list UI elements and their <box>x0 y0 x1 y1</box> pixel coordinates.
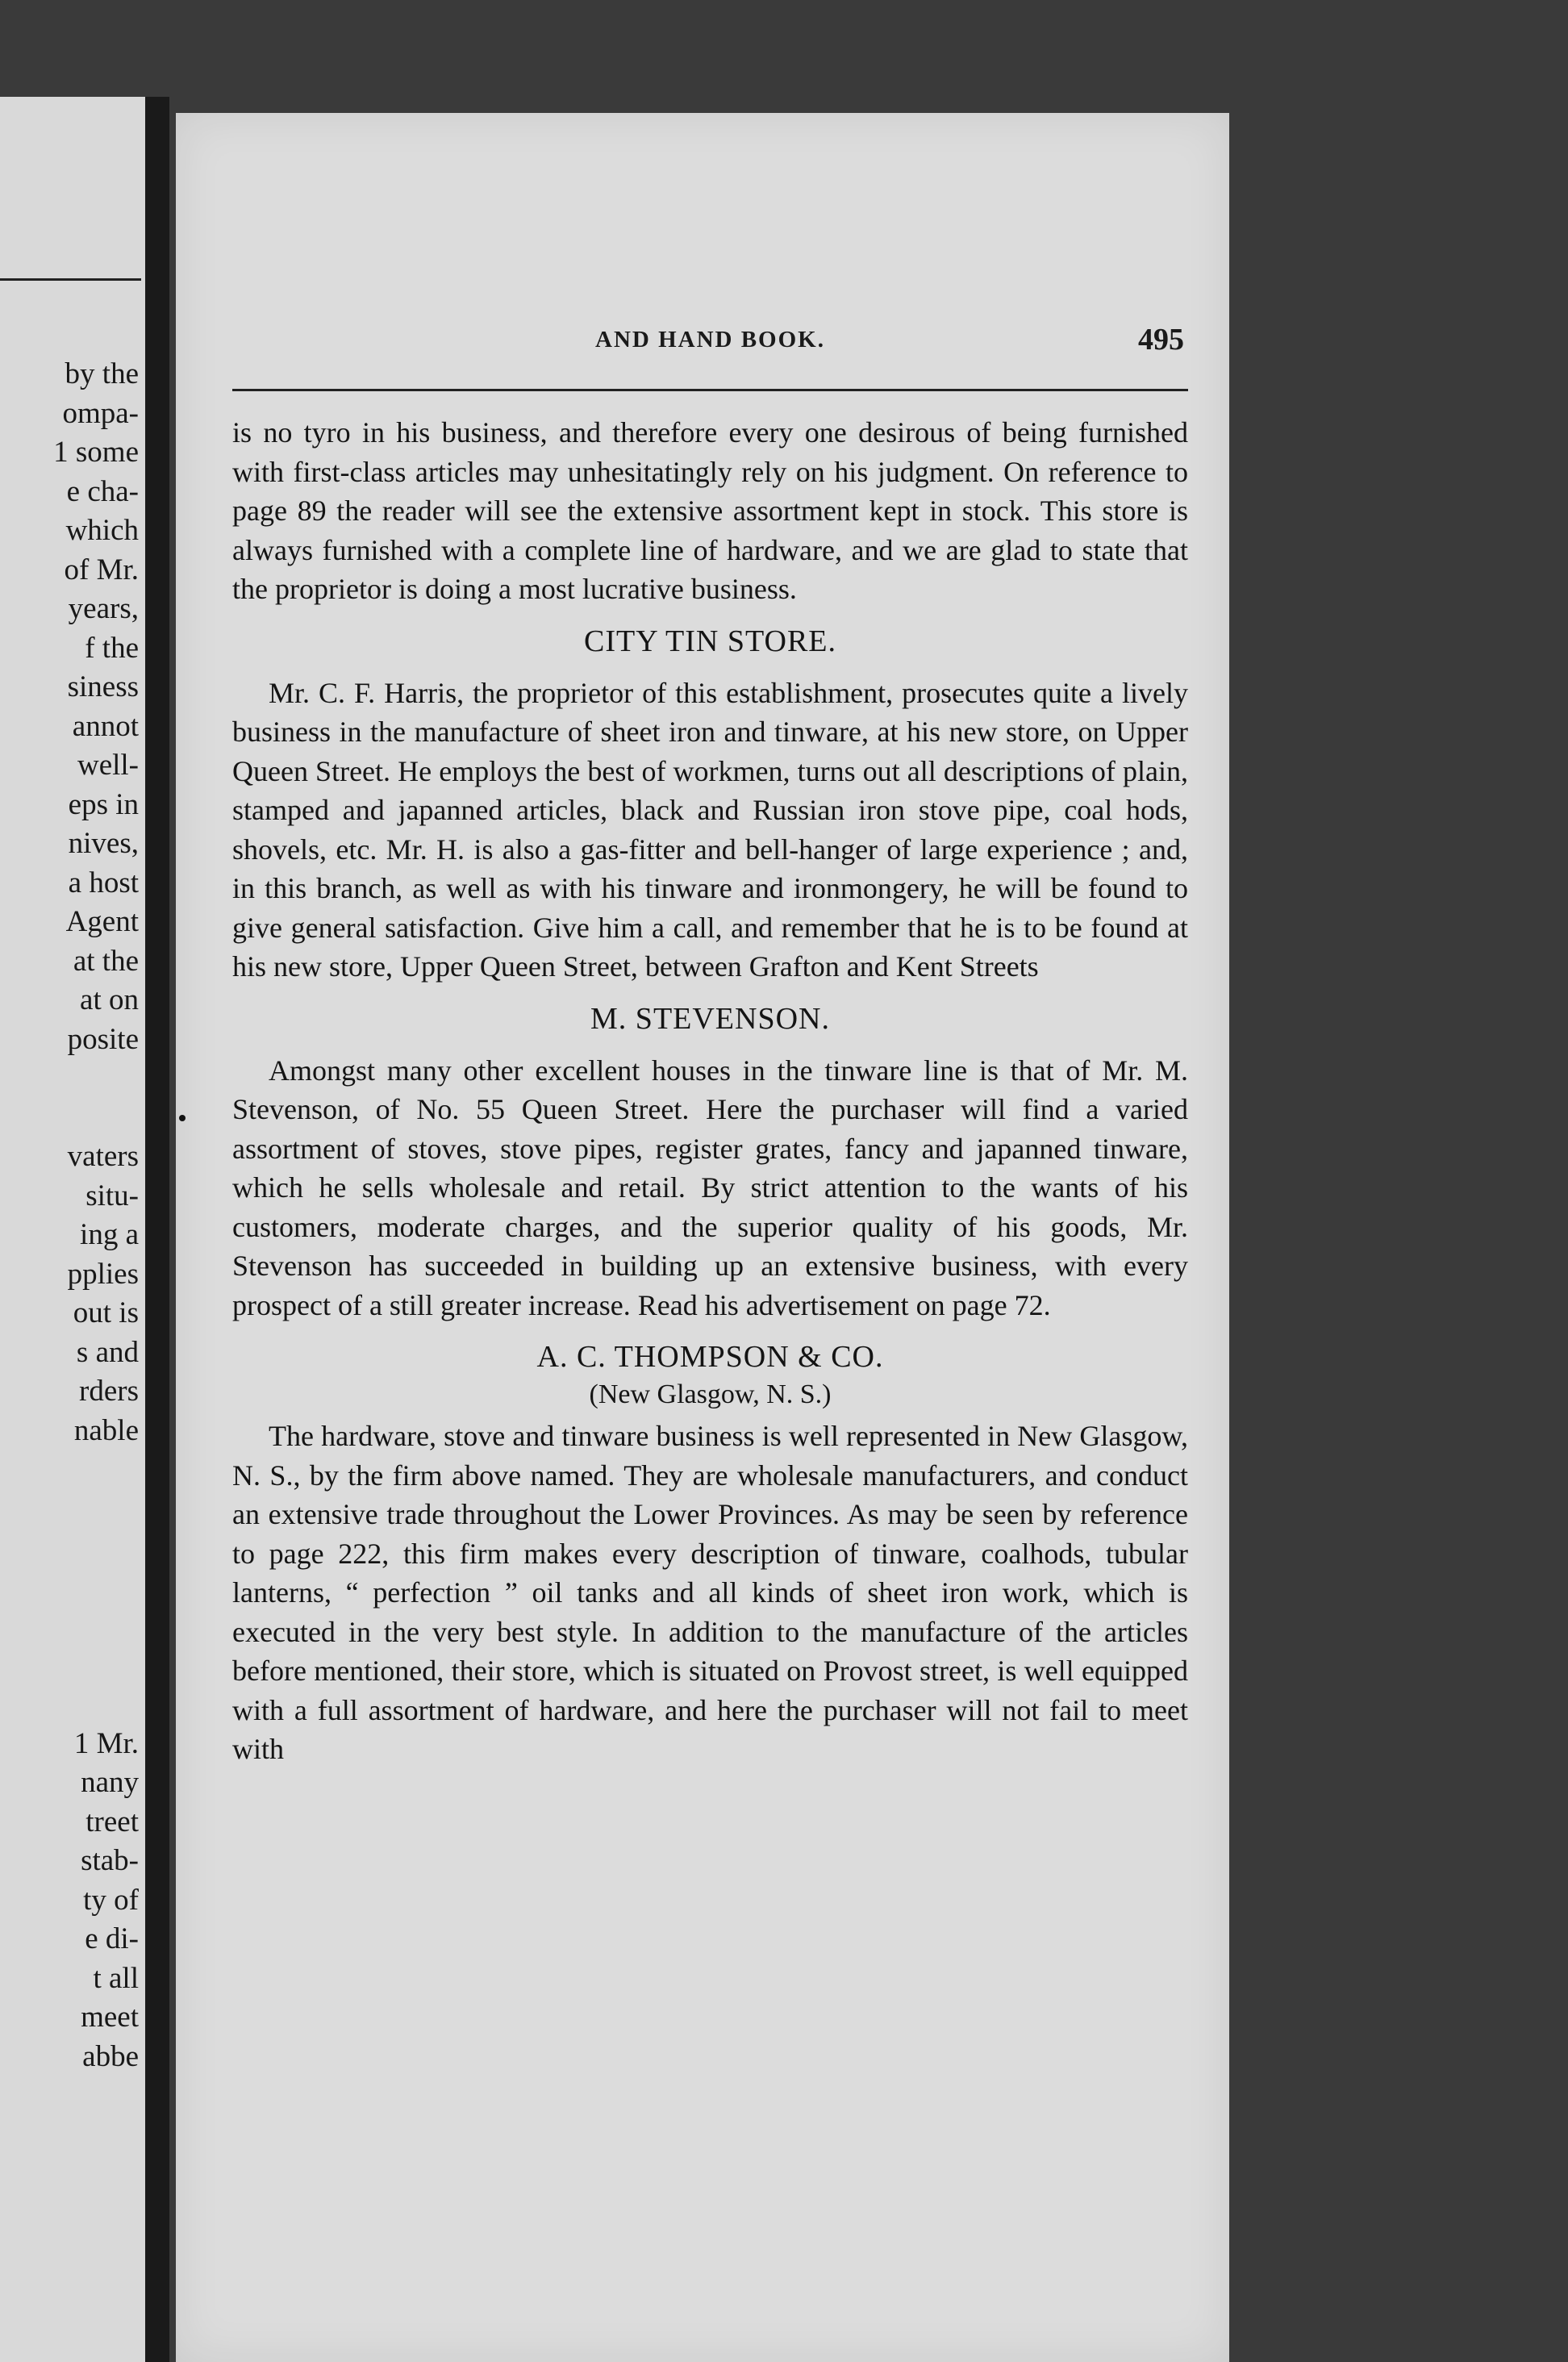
section-heading: CITY TIN STORE. <box>583 624 837 658</box>
paragraph: The hardware, stove and tinware business is well represented in New Glasgow, N. S., by the firm above named. They are wholesale manufacturers, and conduct an extensive trade throughout the Lower Provinces. As may be seen by reference to page 222, this firm makes every description of tinware, coalhods, tubular lanterns, “ perfection ” oil tanks and all kinds of sheet iron work, which is executed in the very best style. In addition to the manufacture of the articles before mentioned, their store, which is situated on Provost street, is well equipped with a full assortment of hardware, and here the purchaser will not fail to meet with <box>232 1420 1188 1765</box>
section-subheading: (New Glasgow, N. S.) <box>589 1379 832 1409</box>
left-page-line: out is <box>73 1296 139 1329</box>
left-page-line: 1 some <box>53 436 139 469</box>
paragraph: is no tyro in his business, and therefore every one desirous of being furnished with first-class articles may unhesitatingly rely on his judgment. On reference to page 89 the reader will see the extensive assortment kept in stock. This store is always furnished with a complete line of hardware, and we are glad to state that the proprietor is doing a most lucrative business. <box>232 416 1188 605</box>
left-page-line: nives, <box>68 827 139 860</box>
left-page-line: posite <box>67 1022 139 1056</box>
left-page-line: e cha- <box>66 474 139 508</box>
page-body <box>232 413 1188 1769</box>
page-number: 495 <box>1138 323 1184 357</box>
running-head: AND HAND BOOK. <box>595 327 825 353</box>
left-page-line: rders <box>79 1375 139 1408</box>
left-page-line: treet <box>85 1805 139 1838</box>
left-page-line: years, <box>68 592 139 625</box>
left-page-line: well- <box>77 749 139 782</box>
header-rule <box>232 389 1188 391</box>
left-page-line <box>0 1685 139 1725</box>
book-gutter <box>145 97 169 2362</box>
left-page-line: situ- <box>85 1179 139 1212</box>
left-page-line: eps in <box>68 787 139 821</box>
left-page-line <box>0 1490 139 1529</box>
left-page-line: at the <box>73 944 139 978</box>
left-page-line: nany <box>81 1766 139 1799</box>
left-page-line: by the <box>65 357 139 390</box>
left-page-line: pplies <box>67 1257 139 1291</box>
left-page-line: s and <box>76 1335 139 1369</box>
left-page-line: vaters <box>67 1140 139 1173</box>
page-header <box>236 323 1184 375</box>
left-page-line <box>0 1529 139 1568</box>
paragraph: Amongst many other excellent houses in the tinware line is that of Mr. M. Stevenson, of No. 55 Queen Street. Here the purchaser will find a varied assortment of stoves, stove pipes, register grates, fancy and japanned tinware, which he sells wholesale and retail. By strict attention to the wants of his customers, moderate charges, and the superior quality of his goods, Mr. Stevenson has succeeded in building up an extensive business, with every prospect of a still greater increase. Read his advertisement on page 72. <box>232 1054 1188 1321</box>
left-page-rule <box>0 278 141 281</box>
left-page-line: ing a <box>80 1218 139 1251</box>
left-page-line: of Mr. <box>64 553 139 586</box>
left-page-line: f the <box>85 631 139 665</box>
left-page-line: at on <box>80 983 139 1016</box>
left-page-line <box>0 1099 139 1138</box>
left-page-line <box>0 1568 139 1608</box>
left-page-line: ty of <box>83 1883 139 1917</box>
left-page-line: 1 Mr. <box>73 1726 139 1760</box>
left-page-line <box>0 1059 139 1099</box>
left-page-line: a host <box>68 866 139 899</box>
left-page-text <box>0 355 139 2076</box>
paragraph: Mr. C. F. Harris, the proprietor of this establishment, prosecutes quite a lively business in the manufacture of sheet iron and tinware, at his new store, on Upper Queen Street. He employs the best of workmen, turns out all descriptions of plain, stamped and japanned articles, black and Russian iron stove pipe, coal hods, shovels, etc. Mr. H. is also a gas-fitter and bell-hanger of large experience ; and, in this branch, as well as with his tinware and ironmongery, he will be found to give general satisfaction. Give him a call, and remember that he is to be found at his new store, Upper Queen Street, between Grafton and Kent Streets <box>232 676 1188 983</box>
section-heading: A. C. THOMPSON & CO. <box>536 1340 884 1374</box>
left-page-line: stab- <box>81 1844 139 1877</box>
left-page-line: e di- <box>85 1922 139 1955</box>
left-page-line: meet <box>81 2001 139 2034</box>
left-page-line: siness <box>67 670 139 703</box>
section-heading: M. STEVENSON. <box>590 1001 830 1036</box>
left-page-line: Agent <box>65 905 139 938</box>
left-page-line: abbe <box>82 2039 139 2073</box>
left-page-line: annot <box>72 709 139 743</box>
left-page-line: ompa- <box>62 396 139 430</box>
left-page-line <box>0 1646 139 1686</box>
ink-dot <box>179 1115 186 1121</box>
left-page-line <box>0 1607 139 1646</box>
left-page-line: which <box>65 514 139 547</box>
left-page-line: nable <box>73 1413 139 1447</box>
left-page-line: t all <box>93 1961 139 1995</box>
left-page-line <box>0 1450 139 1490</box>
